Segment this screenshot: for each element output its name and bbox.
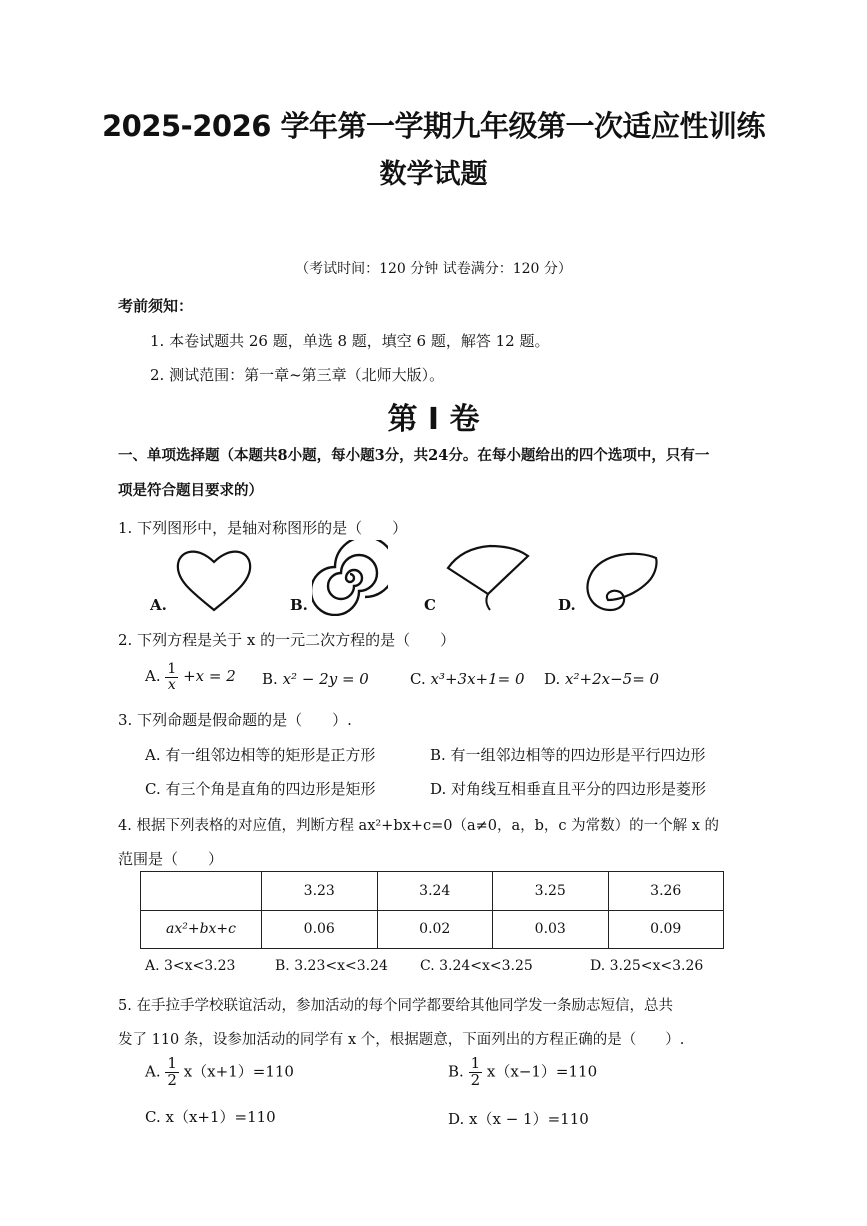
q3-stem: 3. 下列命题是假命题的是（ ）. <box>118 711 352 729</box>
q5-option-c: C. x（x+1）=110 <box>145 1108 276 1126</box>
q4-stem-line1: 4. 根据下列表格的对应值，判断方程 ax²+bx+c=0（a≠0，a，b，c 为常数）的一个解 x 的 <box>118 818 720 834</box>
q3-option-c: C. 有三个角是直角的四边形是矩形 <box>145 780 376 798</box>
volume-title: 第 I 卷 <box>387 402 480 437</box>
q3-option-a: A. 有一组邻边相等的矩形是正方形 <box>145 746 376 764</box>
q1-stem: 1. 下列图形中，是轴对称图形的是（ ） <box>118 519 408 537</box>
table-cell: ax²+bx+c <box>141 910 262 949</box>
q4-stem-line2: 范围是（ ） <box>118 850 224 868</box>
q5-option-a <box>145 1056 294 1089</box>
table-cell: 3.24 <box>377 872 493 911</box>
notice-heading: 考前须知： <box>118 297 194 315</box>
q2-option-d <box>544 670 659 688</box>
q5-option-b-fraction <box>469 1056 483 1089</box>
q5-option-b-denominator: 2 <box>470 1070 481 1089</box>
q5-stem-line1: 5. 在手拉手学校联谊活动，参加活动的每个同学都要给其他同学发一条励志短信，总共 <box>118 998 673 1014</box>
q2-option-a-denominator: x <box>167 676 176 693</box>
q5-option-b <box>448 1056 597 1089</box>
exam-subtitle: 数学试题 <box>379 159 488 190</box>
table-cell: 0.06 <box>262 910 378 949</box>
q2-option-a-fraction <box>165 662 178 692</box>
q1-option-d-label: D. <box>558 596 576 614</box>
q5-option-a-rest: x（x+1）=110 <box>183 1062 294 1081</box>
notice-item-1: 1. 本卷试题共 26 题，单选 8 题，填空 6 题，解答 12 题。 <box>150 332 550 350</box>
q1-option-a-label: A. <box>150 596 167 614</box>
q1-option-b-label: B. <box>290 596 308 614</box>
q4-option-b: B. 3.23<x<3.24 <box>275 958 388 974</box>
q3-option-b: B. 有一组邻边相等的四边形是平行四边形 <box>430 746 706 764</box>
table-cell: 0.09 <box>608 910 724 949</box>
q2-option-b-expr: x² − 2y = 0 <box>282 670 369 688</box>
q2-option-b <box>262 670 369 688</box>
fan-shape-icon <box>444 542 530 612</box>
q2-option-c-label: C. <box>410 670 426 688</box>
q4-value-table <box>140 871 724 949</box>
table-cell: 3.23 <box>262 872 378 911</box>
q1-option-c-label: C <box>424 596 436 614</box>
q4-option-c: C. 3.24<x<3.25 <box>420 958 533 974</box>
q5-option-a-fraction <box>165 1056 179 1089</box>
q5-option-b-label: B. <box>448 1062 464 1081</box>
q2-option-a <box>145 662 236 692</box>
notice-item-2: 2. 测试范围：第一章~第三章（北师大版）。 <box>150 366 445 384</box>
exam-info: （考试时间：120 分钟 试卷满分：120 分） <box>295 261 572 277</box>
q5-stem-line2: 发了 110 条，设参加活动的同学有 x 个，根据题意，下面列出的方程正确的是（ ）. <box>118 1032 685 1048</box>
exam-title: 2025-2026 学年第一学期九年级第一次适应性训练 <box>101 109 766 143</box>
spiral-shape-icon <box>312 540 388 616</box>
table-cell: 0.03 <box>493 910 609 949</box>
heart-shape-icon <box>172 544 256 616</box>
table-cell: 3.25 <box>493 872 609 911</box>
q2-option-a-rest: +x = 2 <box>183 667 236 686</box>
q2-option-b-label: B. <box>262 670 278 688</box>
section-heading-line2: 项是符合题目要求的） <box>118 482 263 499</box>
table-row <box>141 872 724 911</box>
q5-option-a-label: A. <box>145 1062 161 1081</box>
q2-option-a-numerator: 1 <box>167 661 177 677</box>
q2-option-d-label: D. <box>544 670 561 688</box>
q3-option-d: D. 对角线互相垂直且平分的四边形是菱形 <box>430 780 707 798</box>
q5-option-b-rest: x（x−1）=110 <box>486 1062 598 1081</box>
q2-option-c <box>410 670 525 688</box>
table-cell <box>141 872 262 911</box>
q2-option-c-expr: x³+3x+1= 0 <box>430 670 525 688</box>
q2-option-d-expr: x²+2x−5= 0 <box>565 670 660 688</box>
crescent-shape-icon <box>582 552 662 614</box>
q5-option-a-denominator: 2 <box>167 1070 177 1089</box>
section-heading-line1: 一、单项选择题（本题共8小题，每小题3分，共24分。在每小题给出的四个选项中，只有一 <box>118 447 710 464</box>
table-cell: 0.02 <box>377 910 493 949</box>
table-cell: 3.26 <box>608 872 724 911</box>
q4-option-d: D. 3.25<x<3.26 <box>590 958 704 974</box>
q5-option-d: D. x（x − 1）=110 <box>448 1110 589 1128</box>
q5-option-a-numerator: 1 <box>167 1054 177 1072</box>
q5-option-b-numerator: 1 <box>470 1054 481 1072</box>
q2-option-a-label: A. <box>145 667 161 686</box>
q4-option-a: A. 3<x<3.23 <box>145 958 236 974</box>
table-row <box>141 910 724 949</box>
q2-stem: 2. 下列方程是关于 x 的一元二次方程的是（ ） <box>118 631 456 649</box>
